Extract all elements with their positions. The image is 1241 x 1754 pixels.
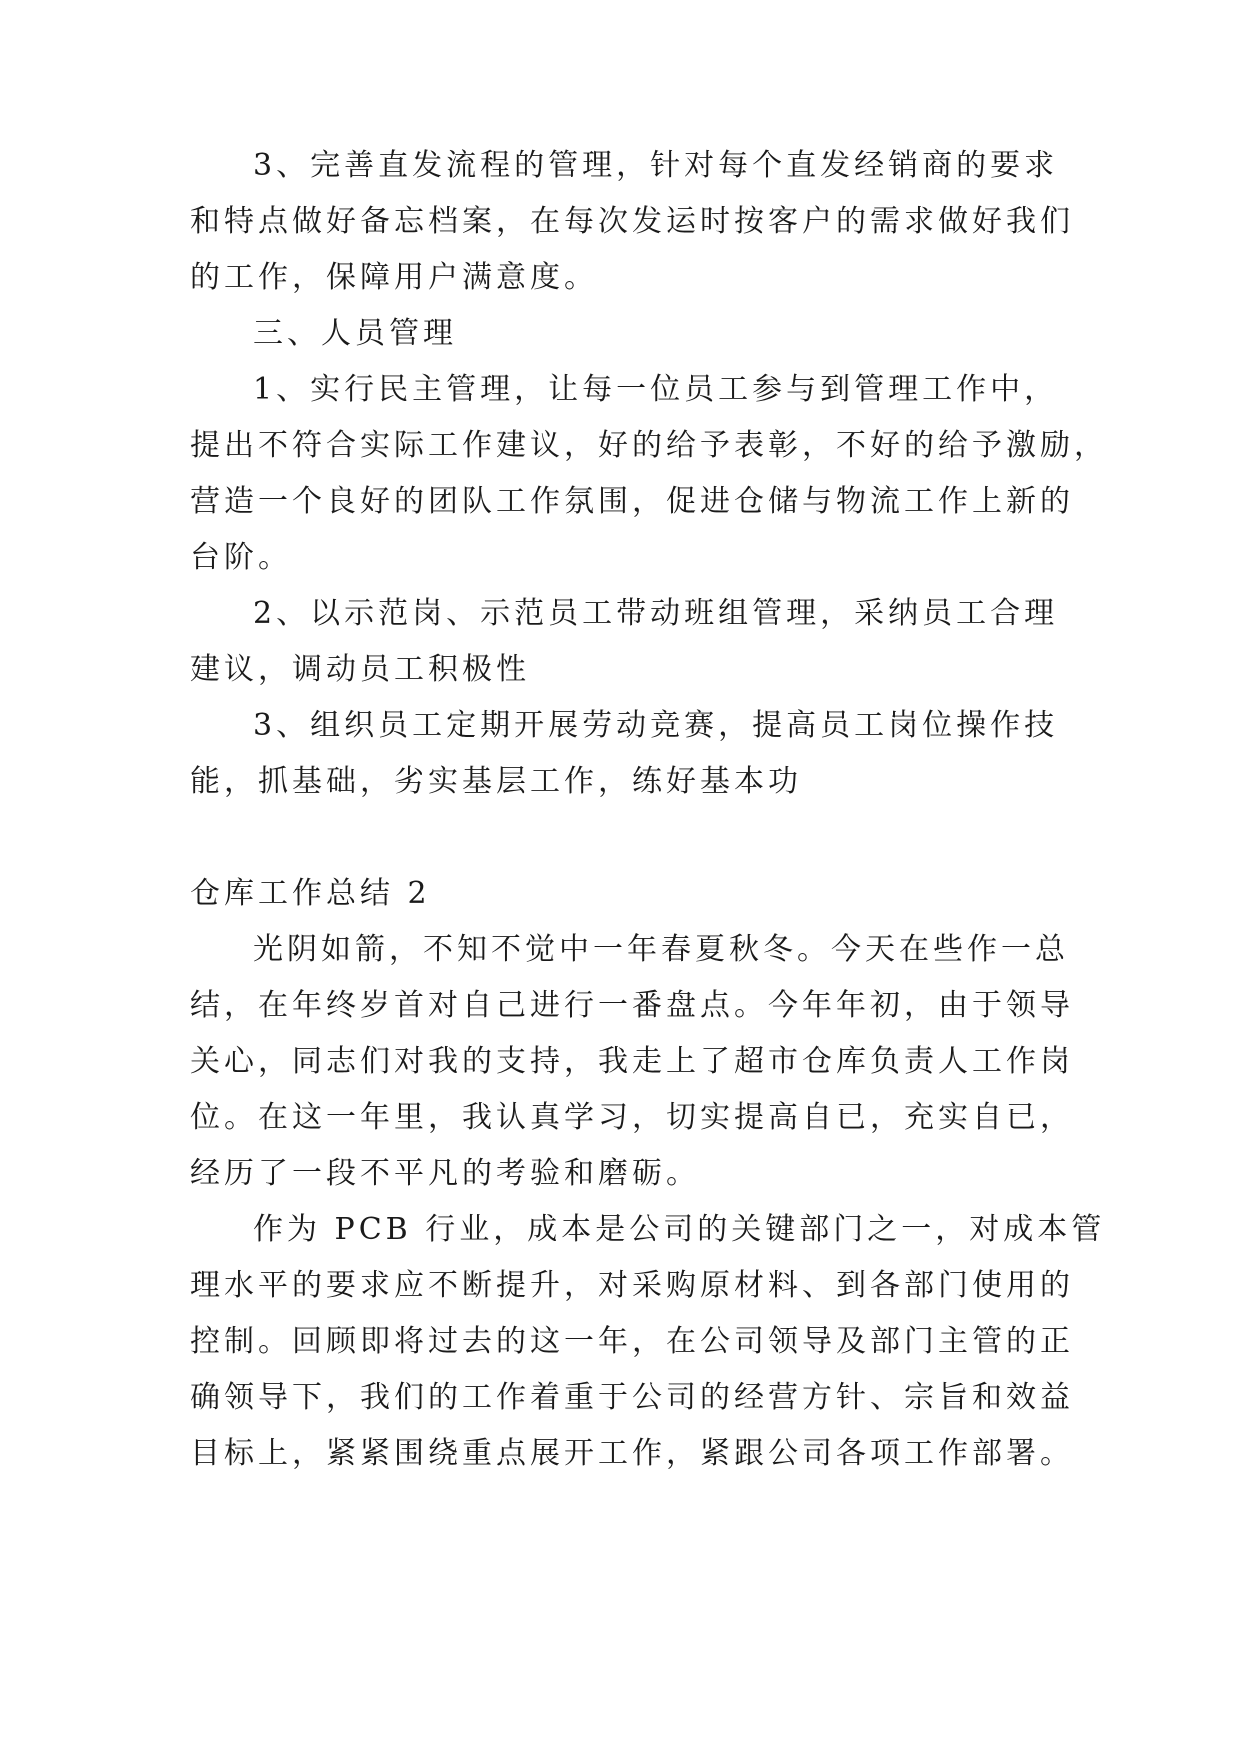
personnel-p1-line-4: 台阶。 <box>190 540 292 575</box>
personnel-p2-line-1: 2、以示范岗、示范员工带动班组管理，采纳员工合理 <box>253 596 1059 631</box>
personnel-p1-line-3: 营造一个良好的团队工作氛围，促进仓储与物流工作上新的 <box>190 484 1074 519</box>
summary-p2-line-1: 作为 PCB 行业，成本是公司的关键部门之一，对成本管 <box>253 1212 1106 1247</box>
personnel-p3-line-1: 3、组织员工定期开展劳动竞赛，提高员工岗位操作技 <box>253 708 1059 743</box>
section-heading-personnel: 三、人员管理 <box>253 316 457 351</box>
summary-p2-line-3: 控制。回顾即将过去的这一年，在公司领导及部门主管的正 <box>190 1324 1074 1359</box>
item3-line-3: 的工作，保障用户满意度。 <box>190 260 598 295</box>
personnel-p1-line-2: 提出不符合实际工作建议，好的给予表彰，不好的给予激励， <box>190 428 1108 463</box>
summary-p1-line-4: 位。在这一年里，我认真学习，切实提高自已，充实自已， <box>190 1100 1074 1135</box>
section2-title: 仓库工作总结 2 <box>190 876 431 911</box>
item3-line-2: 和特点做好备忘档案，在每次发运时按客户的需求做好我们 <box>190 204 1074 239</box>
personnel-p3-line-2: 能，抓基础，劣实基层工作，练好基本功 <box>190 764 802 799</box>
summary-p1-line-3: 关心，同志们对我的支持，我走上了超市仓库负责人工作岗 <box>190 1044 1074 1079</box>
summary-p1-line-5: 经历了一段不平凡的考验和磨砺。 <box>190 1156 700 1191</box>
summary-p2-line-4: 确领导下，我们的工作着重于公司的经营方针、宗旨和效益 <box>190 1380 1074 1415</box>
summary-p1-line-1: 光阴如箭，不知不觉中一年春夏秋冬。今天在些作一总 <box>253 932 1069 967</box>
summary-p2-line-2: 理水平的要求应不断提升，对采购原材料、到各部门使用的 <box>190 1268 1074 1303</box>
personnel-p1-line-1: 1、实行民主管理，让每一位员工参与到管理工作中， <box>253 372 1059 407</box>
personnel-p2-line-2: 建议，调动员工积极性 <box>190 652 530 687</box>
item3-line-1: 3、完善直发流程的管理，针对每个直发经销商的要求 <box>253 148 1059 183</box>
summary-p1-line-2: 结，在年终岁首对自己进行一番盘点。今年年初，由于领导 <box>190 988 1074 1023</box>
summary-p2-line-5: 目标上，紧紧围绕重点展开工作，紧跟公司各项工作部署。 <box>190 1436 1074 1471</box>
